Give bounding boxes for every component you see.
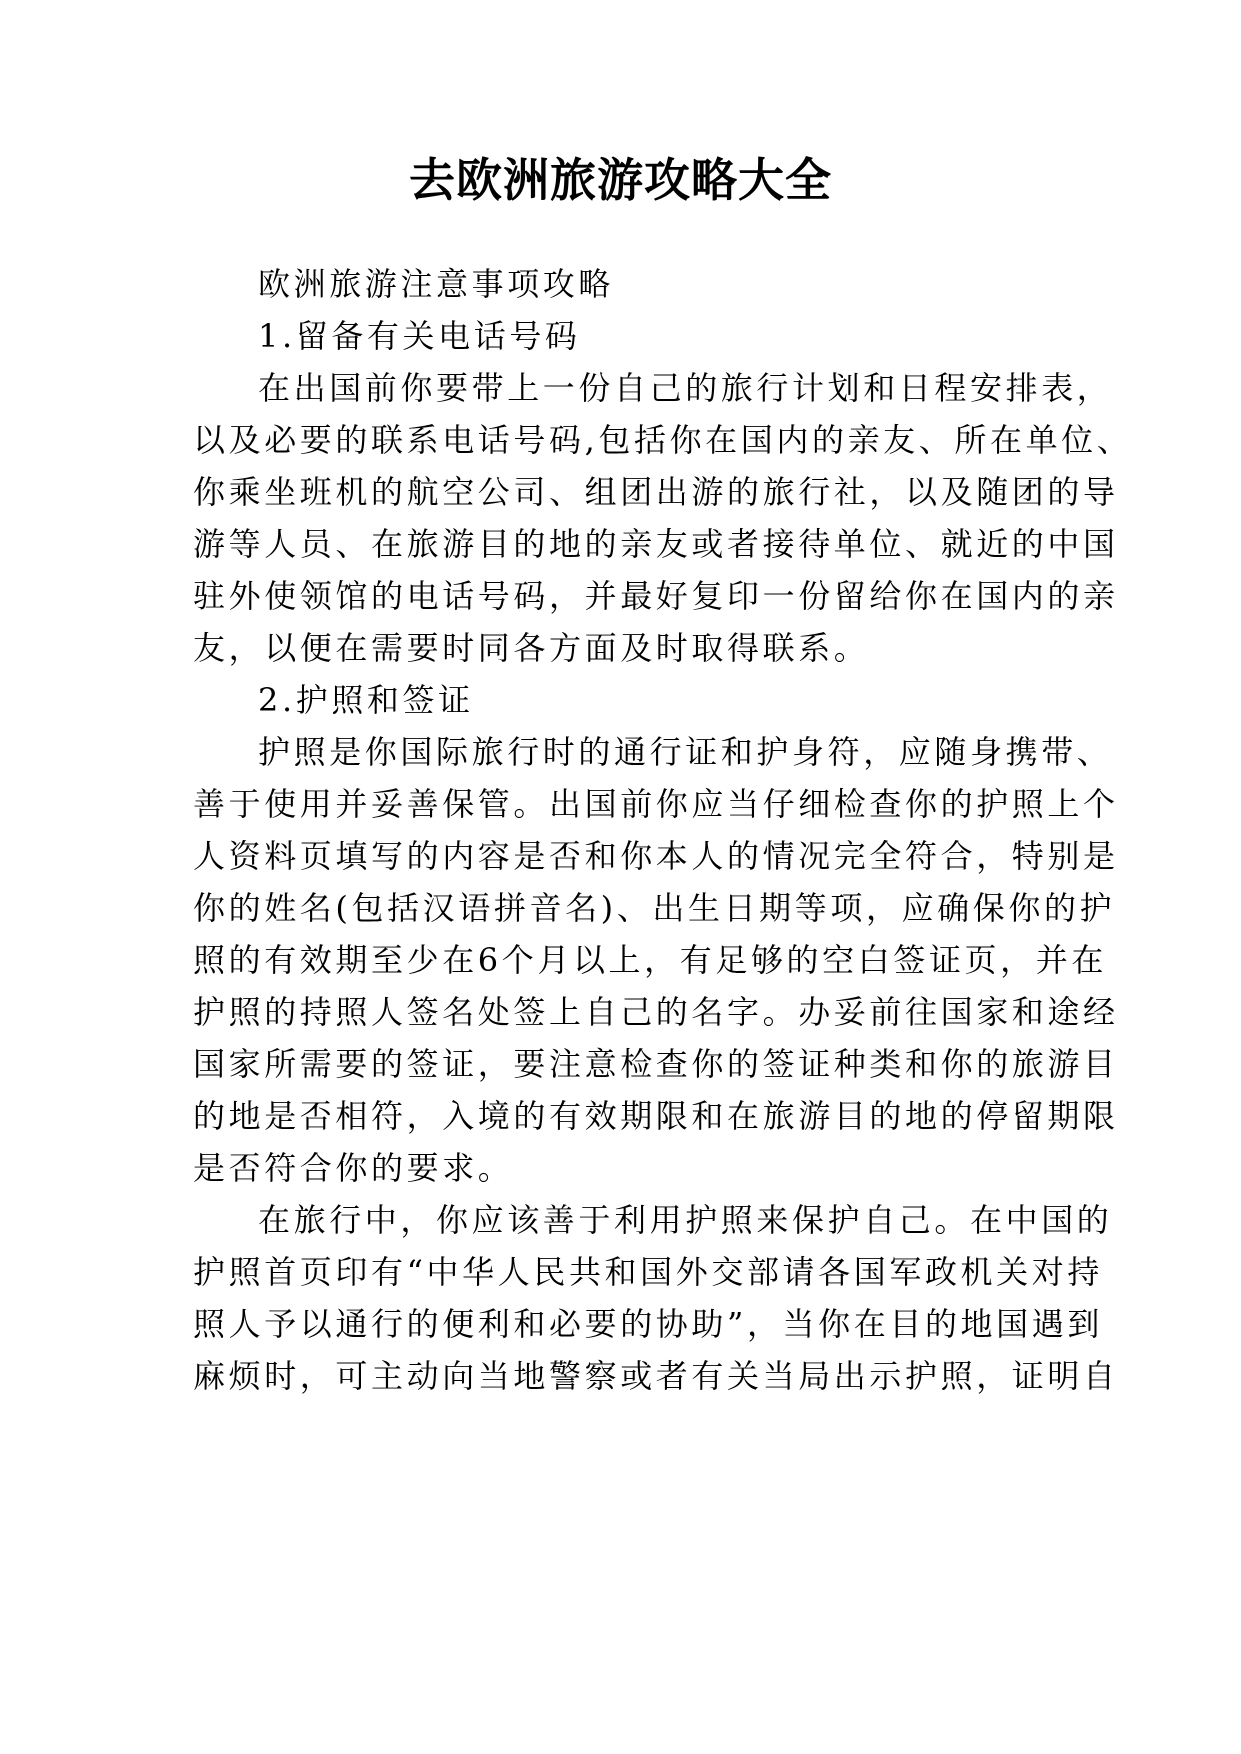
paragraph-line: 护照是你国际旅行时的通行证和护身符，应随身携带、: [258, 733, 1113, 771]
paragraph-line: 驻外使领馆的电话号码，并最好复印一份留给你在国内的亲: [193, 577, 1119, 615]
document-title: 去欧洲旅游攻略大全: [409, 153, 832, 207]
paragraph-line: 照人予以通行的便利和必要的协助”，当你在目的地国遇到: [193, 1305, 1103, 1343]
paragraph-line: 以及必要的联系电话号码,包括你在国内的亲友、所在单位、: [193, 421, 1133, 459]
paragraph-line: 的地是否相符，入境的有效期限和在旅游目的地的停留期限: [193, 1097, 1119, 1135]
paragraph-line: 在旅行中，你应该善于利用护照来保护自己。在中国的: [258, 1201, 1113, 1239]
paragraph-line: 人资料页填写的内容是否和你本人的情况完全符合，特别是: [193, 837, 1119, 875]
paragraph-line: 友，以便在需要时同各方面及时取得联系。: [193, 629, 870, 667]
paragraph-line: 照的有效期至少在6个月以上，有足够的空白签证页，并在: [193, 941, 1107, 979]
paragraph-line: 善于使用并妥善保管。出国前你应当仔细检查你的护照上个: [193, 785, 1119, 823]
section-heading: 2.护照和签证: [258, 681, 474, 719]
paragraph-line: 护照的持照人签名处签上自己的名字。办妥前往国家和途经: [193, 993, 1119, 1031]
paragraph-line: 麻烦时，可主动向当地警察或者有关当局出示护照，证明自: [193, 1357, 1119, 1395]
paragraph-line: 在出国前你要带上一份自己的旅行计划和日程安排表，: [258, 369, 1113, 407]
section-heading: 1.留备有关电话号码: [258, 317, 581, 355]
paragraph-line: 你的姓名(包括汉语拼音名)、出生日期等项，应确保你的护: [193, 889, 1116, 927]
section-heading: 欧洲旅游注意事项攻略: [258, 265, 615, 303]
paragraph-line: 你乘坐班机的航空公司、组团出游的旅行社，以及随团的导: [193, 473, 1119, 511]
paragraph-line: 护照首页印有“中华人民共和国外交部请各国军政机关对持: [193, 1253, 1103, 1291]
paragraph-line: 是否符合你的要求。: [193, 1149, 514, 1187]
paragraph-line: 游等人员、在旅游目的地的亲友或者接待单位、就近的中国: [193, 525, 1119, 563]
paragraph-line: 国家所需要的签证，要注意检查你的签证种类和你的旅游目: [193, 1045, 1119, 1083]
